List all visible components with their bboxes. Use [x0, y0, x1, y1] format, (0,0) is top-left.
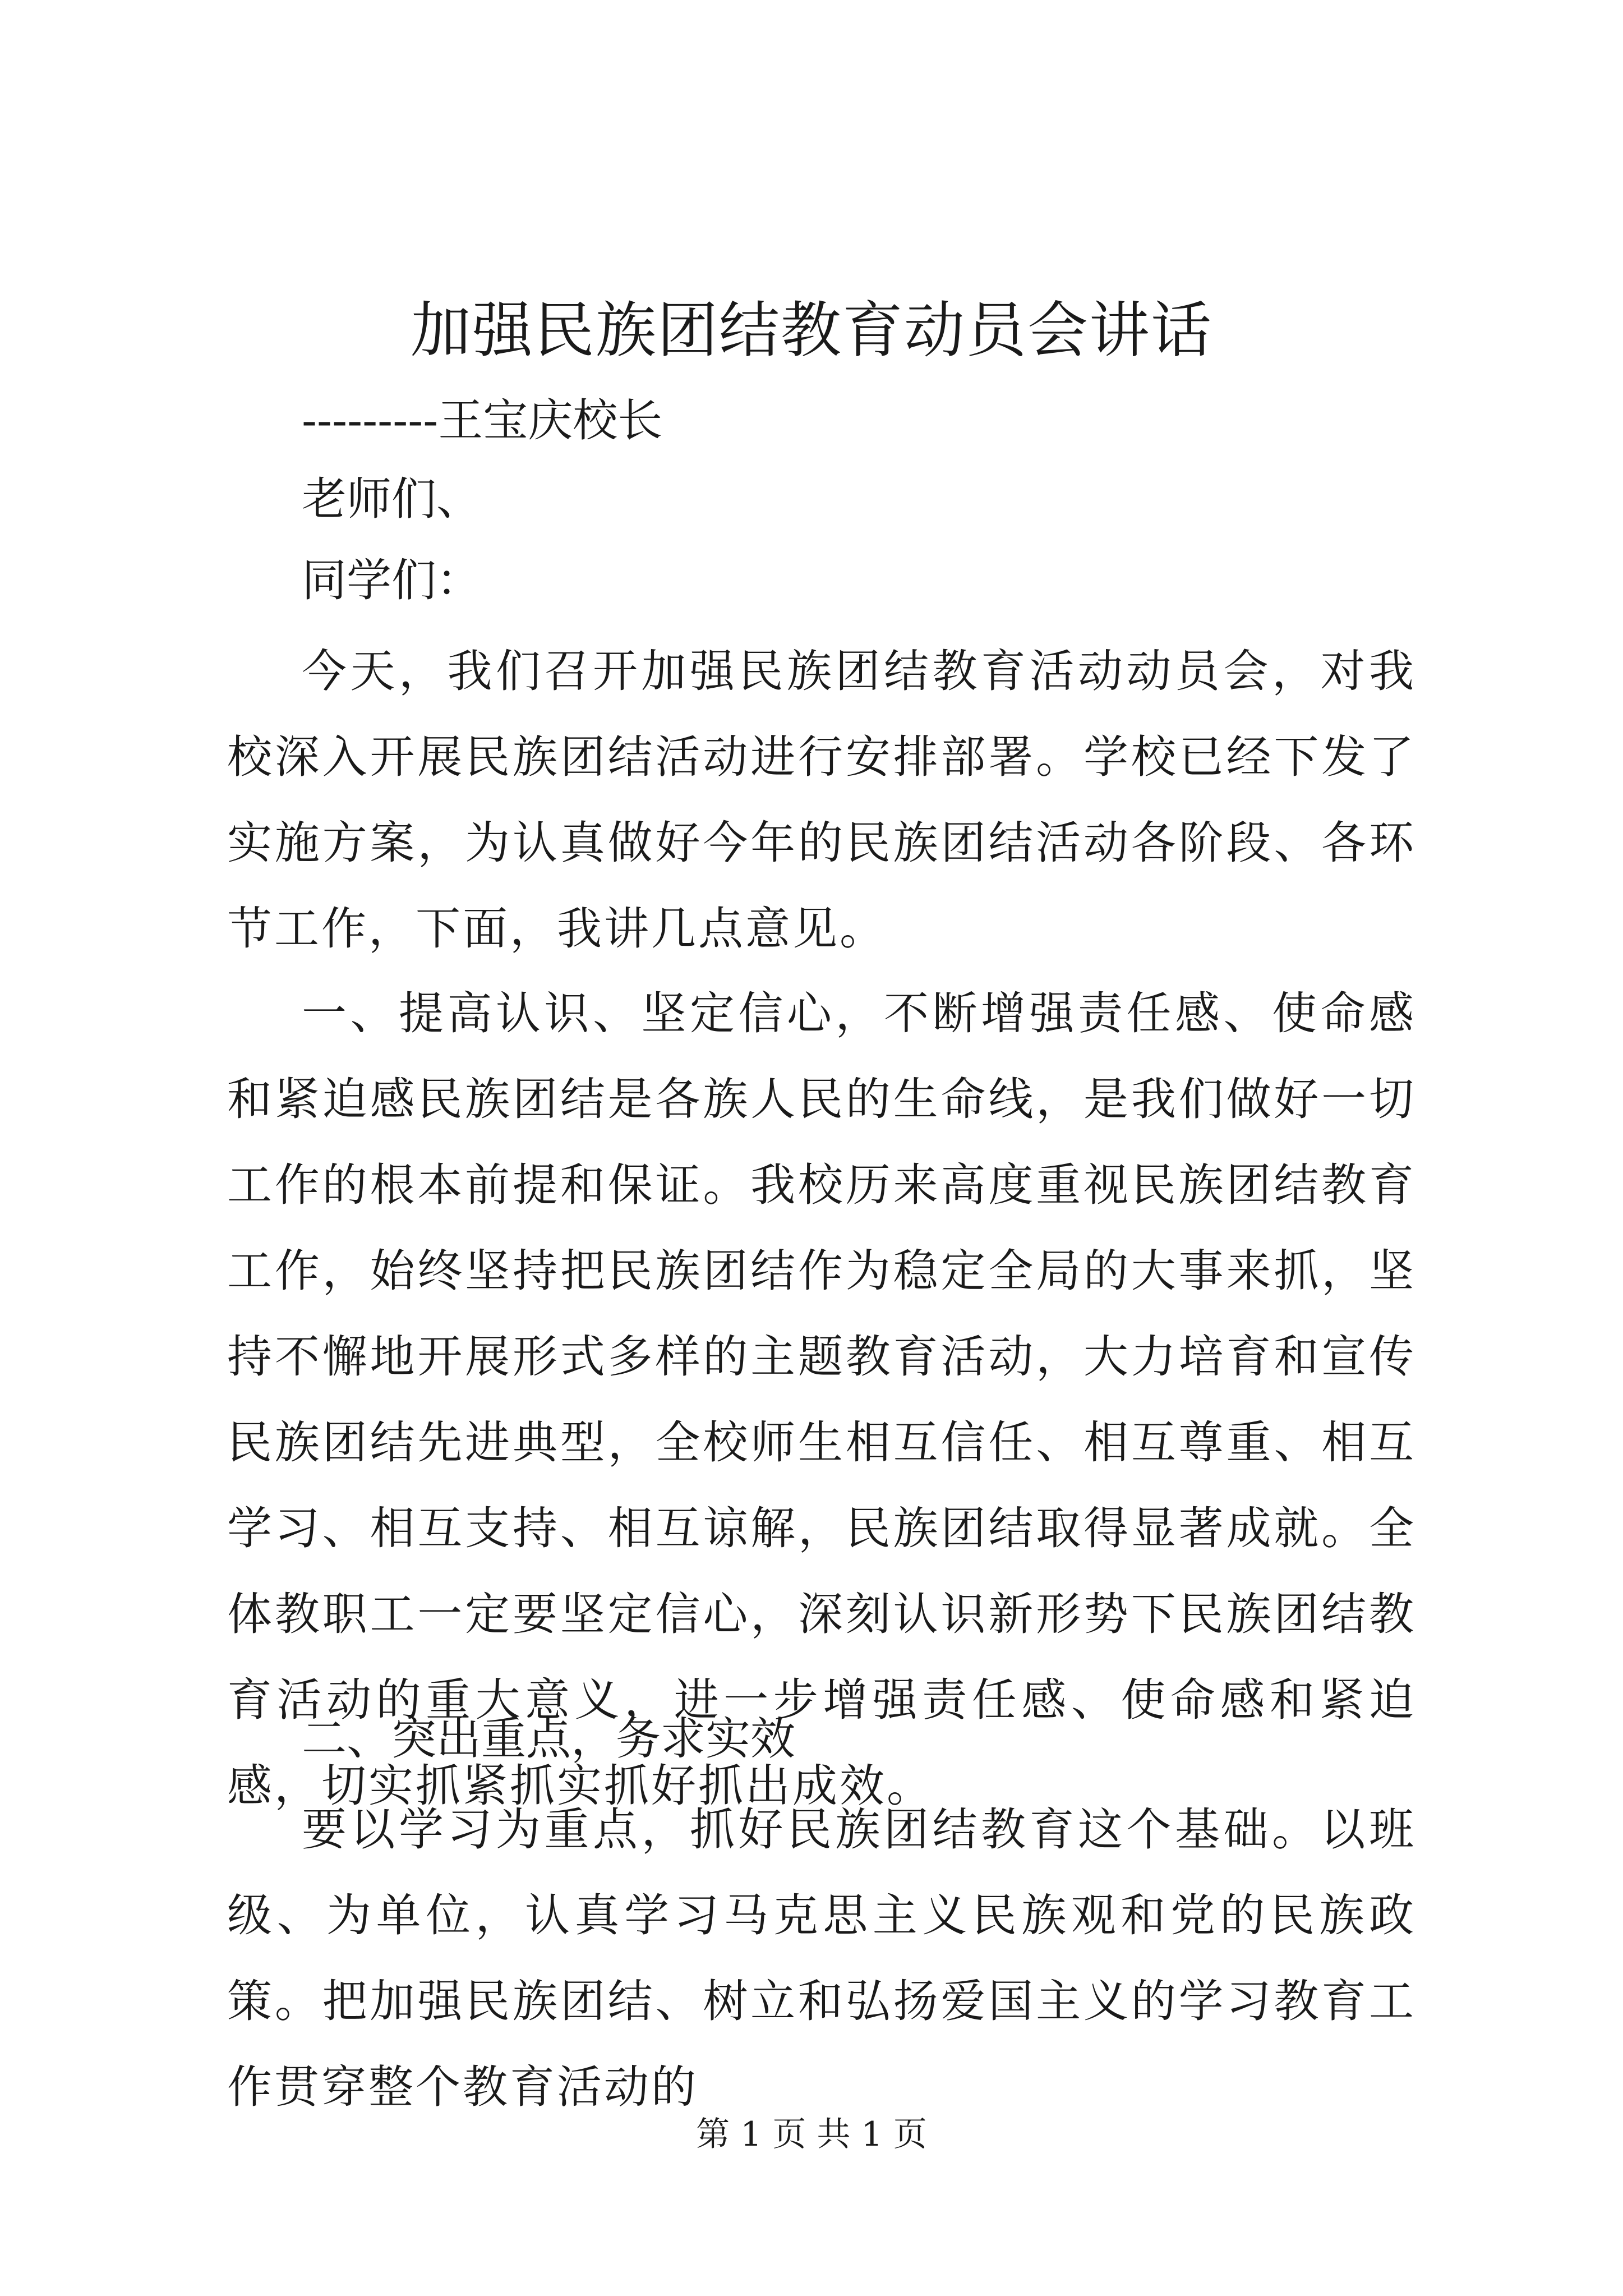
salutation-teachers: 老师们、	[302, 473, 481, 525]
document-title: 加强民族团结教育动员会讲话	[410, 296, 1212, 366]
salutation-students: 同学们：	[302, 554, 481, 606]
paragraph-intro: 今天，我们召开加强民族团结教育活动动员会，对我校深入开展民族团结活动进行安排部署。学校已经下发了实施方案，为认真做好今年的民族团结活动各阶段、各环节工作，下面，我讲几点意见。	[227, 645, 1416, 955]
paragraph-section-two: 要以学习为重点，抓好民族团结教育这个基础。以班级、为单位，认真学习马克思主义民族观和党的民族政策。把加强民族团结、树立和弘扬爱国主义的学习教育工作贯穿整个教育活动的	[227, 1803, 1416, 2113]
paragraph-section-one: 一、提高认识、坚定信心，不断增强责任感、使命感和紧迫感民族团结是各族人民的生命线，是我们做好一切工作的根本前提和保证。我校历来高度重视民族团结教育工作，始终坚持把民族团结作为稳定全局的大事来抓，坚持不懈地开展形式多样的主题教育活动，大力培育和宣传民族团结先进典型，全校师生相互信任、相互尊重、相互学习、相互支持、相互谅解，民族团结取得显著成就。全体教职工一定要坚定信心，深刻认识新形势下民族团结教育活动的重大意义，进一步增强责任感、使命感和紧迫感，切实抓紧抓实抓好抓出成效。	[227, 987, 1416, 1812]
section-two-heading: 二、突出重点，务求实效	[302, 1713, 795, 1765]
page-footer: 第 1 页 共 1 页	[696, 2115, 927, 2154]
author-byline: ---------王宝庆校长	[302, 394, 663, 447]
